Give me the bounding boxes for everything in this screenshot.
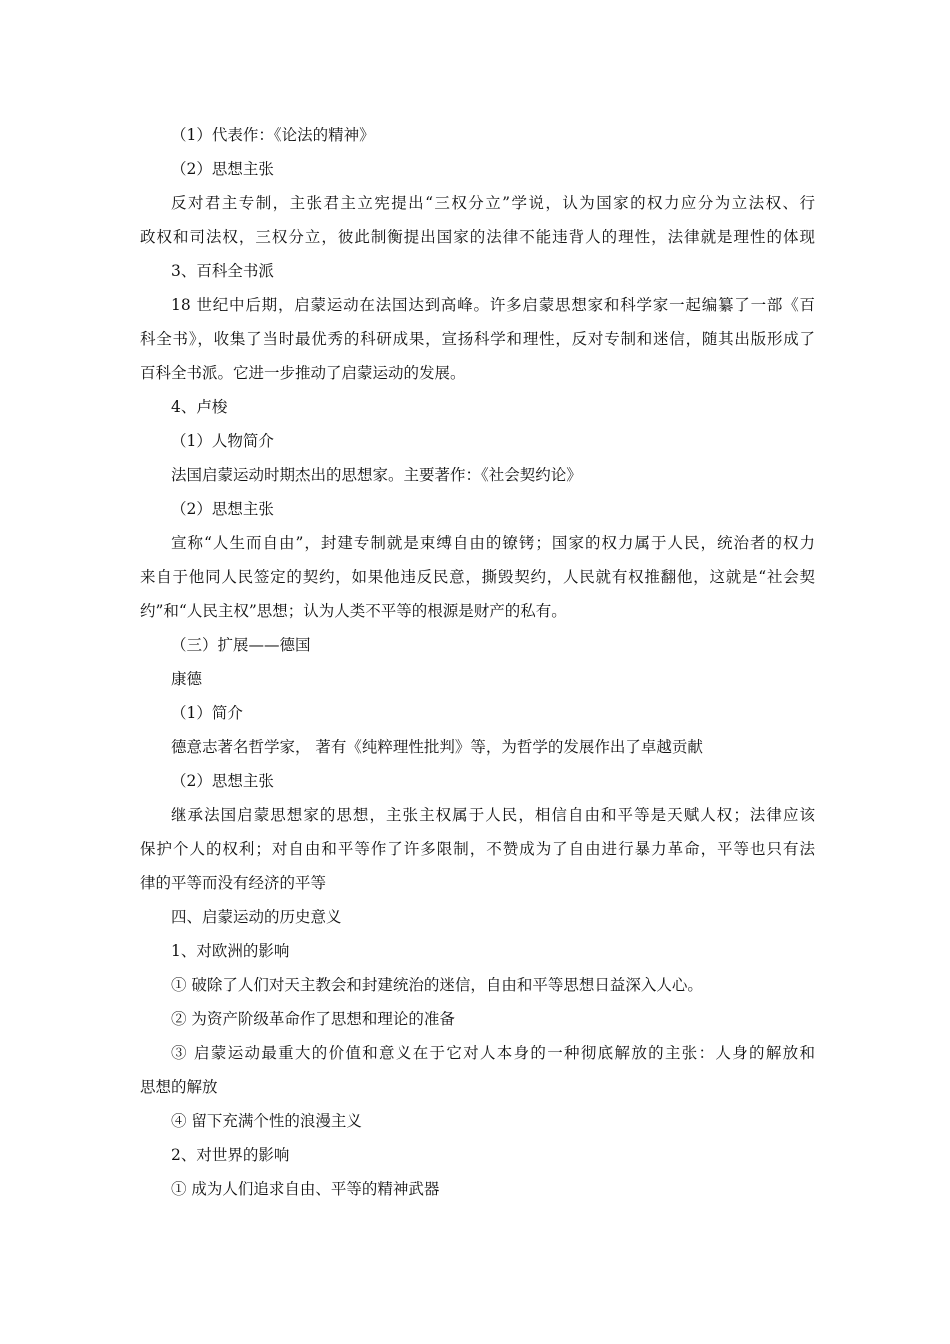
text-line: 3、百科全书派 [171,262,274,280]
text-line: （三）扩展——德国 [171,636,311,654]
paragraph [140,1172,815,1206]
text-line: 1、对欧洲的影响 [171,942,290,960]
text-line: （1）代表作：《论法的精神》 [171,126,375,144]
text-line: 2、对世界的影响 [171,1146,290,1164]
text-line: ③ 启蒙运动最重大的价值和意义在于它对人本身的一种彻底解放的主张：人身的解放和 [171,1044,815,1062]
text-line: 法国启蒙运动时期杰出的思想家。主要著作：《社会契约论》 [171,466,582,484]
paragraph [140,798,815,900]
paragraph [140,934,815,968]
text-line: 律的平等而没有经济的平等 [140,874,327,892]
text-line: 反对君主专制，主张君主立宪提出“三权分立”学说，认为国家的权力应分为立法权、行 [171,194,815,212]
paragraph [140,186,815,254]
text-line: 来自于他同人民签定的契约，如果他违反民意，撕毁契约，人民就有权推翻他，这就是“社会契 [140,568,815,586]
text-line: ④ 留下充满个性的浪漫主义 [171,1112,362,1130]
document-body [140,118,815,1206]
paragraph [140,152,815,186]
paragraph [140,1036,815,1104]
paragraph [140,288,815,390]
paragraph [140,390,815,424]
paragraph [140,118,815,152]
paragraph [140,526,815,628]
text-line: ① 破除了人们对天主教会和封建统治的迷信，自由和平等思想日益深入人心。 [171,976,703,994]
paragraph [140,764,815,798]
text-line: （2）思想主张 [171,160,274,178]
text-line: ① 成为人们追求自由、平等的精神武器 [171,1180,440,1198]
text-line: （2）思想主张 [171,772,274,790]
text-line: （2）思想主张 [171,500,274,518]
paragraph [140,628,815,662]
text-line: 约”和“人民主权”思想；认为人类不平等的根源是财产的私有。 [140,602,567,620]
text-line: 政权和司法权，三权分立，彼此制衡提出国家的法律不能违背人的理性，法律就是理性的体现 [140,228,815,246]
text-line: 宣称“人生而自由”，封建专制就是束缚自由的镣铐；国家的权力属于人民，统治者的权力 [171,534,815,552]
paragraph [140,662,815,696]
text-line: 思想的解放 [140,1078,218,1096]
paragraph [140,900,815,934]
text-line: （1）简介 [171,704,243,722]
paragraph [140,254,815,288]
text-line: 科全书》，收集了当时最优秀的科研成果，宣扬科学和理性，反对专制和迷信，随其出版形成了 [140,330,815,348]
paragraph [140,1002,815,1036]
paragraph [140,424,815,458]
paragraph [140,696,815,730]
paragraph [140,492,815,526]
text-line: 德意志著名哲学家， 著有《纯粹理性批判》等，为哲学的发展作出了卓越贡献 [171,738,703,756]
text-line: 百科全书派。它进一步推动了启蒙运动的发展。 [140,364,466,382]
text-line: （1）人物简介 [171,432,274,450]
text-line: 18 世纪中后期，启蒙运动在法国达到高峰。许多启蒙思想家和科学家一起编纂了一部《百 [171,296,815,314]
paragraph [140,730,815,764]
text-line: 四、启蒙运动的历史意义 [171,908,342,926]
text-line: 保护个人的权利；对自由和平等作了许多限制，不赞成为了自由进行暴力革命，平等也只有法 [140,840,815,858]
text-line: ② 为资产阶级革命作了思想和理论的准备 [171,1010,455,1028]
text-line: 继承法国启蒙思想家的思想，主张主权属于人民，相信自由和平等是天赋人权；法律应该 [171,806,815,824]
paragraph [140,968,815,1002]
paragraph [140,458,815,492]
text-line: 康德 [171,670,203,688]
paragraph [140,1104,815,1138]
paragraph [140,1138,815,1172]
text-line: 4、卢梭 [171,398,228,416]
